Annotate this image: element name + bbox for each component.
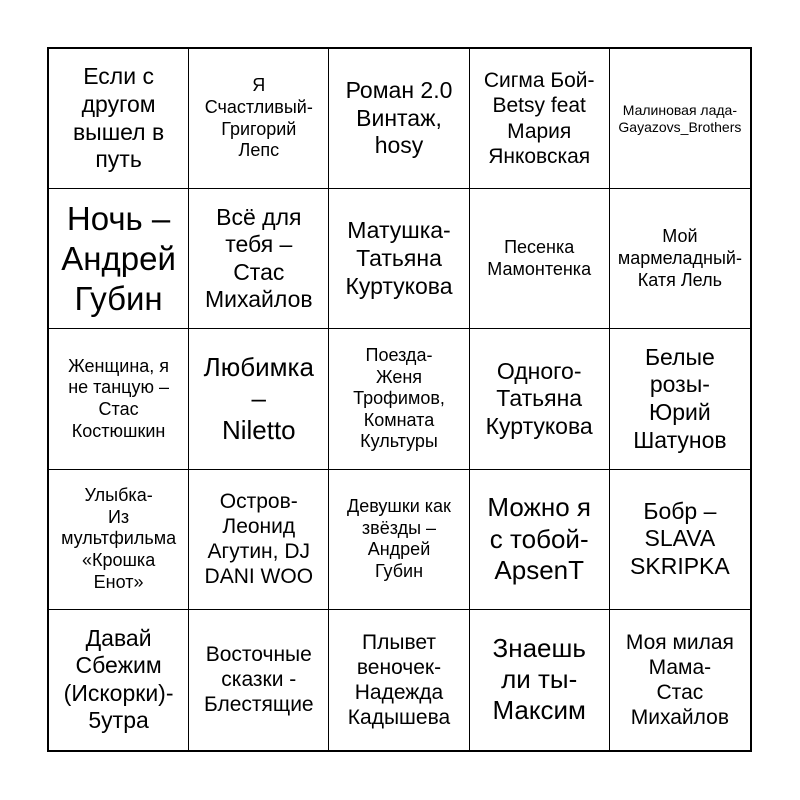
- bingo-cell[interactable]: Сигма Бой- Betsy feat Мария Янковская: [470, 49, 610, 189]
- bingo-cell[interactable]: Любимка – Niletto: [189, 329, 329, 469]
- bingo-cell[interactable]: Роман 2.0 Винтаж, hosy: [329, 49, 469, 189]
- bingo-cell[interactable]: Матушка- Татьяна Куртукова: [329, 189, 469, 329]
- bingo-cell[interactable]: Женщина, я не танцую – Стас Костюшкин: [49, 329, 189, 469]
- bingo-cell[interactable]: Если с другом вышел в путь: [49, 49, 189, 189]
- bingo-cell[interactable]: Можно я с тобой- ApsenT: [470, 470, 610, 610]
- bingo-cell[interactable]: Давай Сбежим (Искорки)- 5утра: [49, 610, 189, 750]
- bingo-cell[interactable]: Малиновая лада- Gayazovs_Brothers: [610, 49, 750, 189]
- bingo-cell[interactable]: Поезда- Женя Трофимов, Комната Культуры: [329, 329, 469, 469]
- bingo-cell[interactable]: Плывет веночек- Надежда Кадышева: [329, 610, 469, 750]
- bingo-cell[interactable]: Я Счастливый- Григорий Лепс: [189, 49, 329, 189]
- bingo-cell[interactable]: Всё для тебя – Стас Михайлов: [189, 189, 329, 329]
- bingo-cell[interactable]: Белые розы- Юрий Шатунов: [610, 329, 750, 469]
- bingo-cell[interactable]: Одного- Татьяна Куртукова: [470, 329, 610, 469]
- bingo-cell[interactable]: Песенка Мамонтенка: [470, 189, 610, 329]
- bingo-cell[interactable]: Знаешь ли ты- Максим: [470, 610, 610, 750]
- bingo-cell[interactable]: Ночь – Андрей Губин: [49, 189, 189, 329]
- bingo-cell[interactable]: Улыбка- Из мультфильма «Крошка Енот»: [49, 470, 189, 610]
- bingo-cell[interactable]: Остров- Леонид Агутин, DJ DANI WOO: [189, 470, 329, 610]
- bingo-cell[interactable]: Девушки как звёзды – Андрей Губин: [329, 470, 469, 610]
- bingo-cell[interactable]: Мой мармеладный- Катя Лель: [610, 189, 750, 329]
- bingo-cell[interactable]: Бобр – SLAVA SKRIPKA: [610, 470, 750, 610]
- bingo-cell[interactable]: Моя милая Мама- Стас Михайлов: [625, 630, 734, 730]
- bingo-cell[interactable]: Восточные сказки - Блестящие: [189, 610, 329, 750]
- bingo-board: [47, 47, 752, 752]
